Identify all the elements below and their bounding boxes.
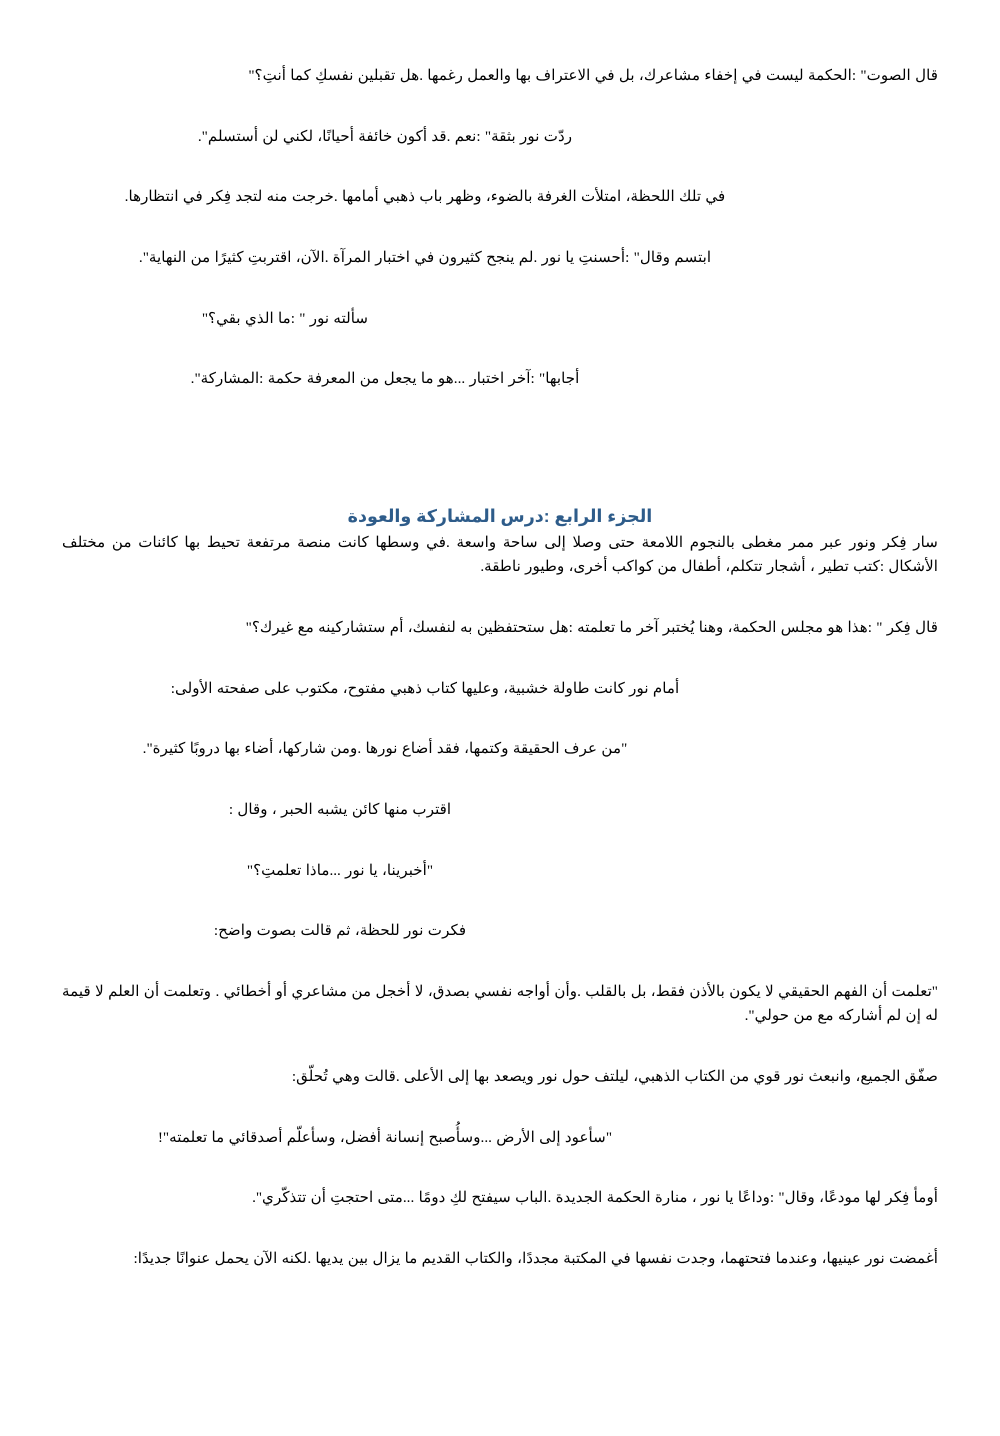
paragraph-noor-confident-reply: ردّت نور بثقة" :نعم .قد أكون خائفة أحيانًا، لكني لن أستسلم". (197, 127, 573, 145)
paragraph-smiled-and-said: ابتسم وقال" :أحسنتِ يا نور .لم ينجح كثيرون في اختبار المرآة .الآن، اقتربتِ كثيرًا من النهاية". (138, 248, 712, 266)
paragraph-noor-thought: فكرت نور للحظة، ثم قالت بصوت واضح: (213, 922, 467, 940)
paragraph-wooden-table: أمام نور كانت طاولة خشبية، وعليها كتاب ذهبي مفتوح، مكتوب على صفحته الأولى: (170, 679, 680, 697)
paragraph-noor-return-vow: "سأعود إلى الأرض ...وسأُصبح إنسانة أفضل، وسأعلّم أصدقائي ما تعلمته"! (157, 1128, 613, 1146)
paragraph-noor-asked: سألته نور " :ما الذي بقي؟" (201, 309, 369, 327)
paragraph-noor-speech: "تعلمت أن الفهم الحقيقي لا يكون بالأذن فقط، بل بالقلب .وأن أواجه نفسي بصدق، لا أخجل من مشاعري أو أخطائي . وتعلمت أن العلم لا قيمة له إن لم أشاركه مع من حولي". (62, 982, 938, 1025)
paragraph-ink-creature-question: "أخبرينا، يا نور ...ماذا تعلمتِ؟" (246, 861, 434, 879)
paragraph-noor-closed-eyes: أغمضت نور عينيها، وعندما فتحتهما، وجدت نفسها في المكتبة مجددًا، والكتاب القديم ما يزال بين يديها .لكنه الآن يحمل عنوانًا جديدًا: (133, 1249, 938, 1267)
section-gap (62, 428, 938, 506)
paragraph-fikr-farewell: أومأ فِكر لها مودعًا، وقال" :وداعًا يا نور ، منارة الحكمة الجديدة .الباب سيفتح لكِ دومًا ...متى احتجتِ أن تتذكّري". (252, 1189, 938, 1207)
section-heading-part-four: الجزء الرابع :درس المشاركة والعودة (347, 505, 653, 526)
paragraph-everyone-applauded: صفّق الجميع، وانبعث نور قوي من الكتاب الذهبي، ليلتف حول نور ويصعد بها إلى الأعلى .قالت وهي تُحلّق: (291, 1068, 938, 1085)
paragraph-answered-last-test: أجابها" :آخر اختبار ...هو ما يجعل من المعرفة حكمة :المشاركة". (190, 370, 580, 388)
paragraph-ink-creature-approached: اقترب منها كائن يشبه الحبر ، وقال : (228, 800, 452, 818)
paragraph-walked-corridor: سار فِكر ونور عبر ممر مغطى بالنجوم اللامعة حتى وصلا إلى ساحة واسعة .في وسطها كانت منصة مرتفعة تحيط بها كائنات من مختلف الأشكال :كتب تطير ، أشجار تتكلم، أطفال من كواكب أخرى، وطيور ناطقة. (62, 533, 938, 576)
paragraph-voice-wisdom: قال الصوت" :الحكمة ليست في إخفاء مشاعرك، بل في الاعتراف بها والعمل رغمها .هل تقبلين نفسكِ كما أنتِ؟" (248, 67, 938, 84)
document-body (62, 64, 938, 1272)
paragraph-fikr-council: قال فِكر " :هذا هو مجلس الحكمة، وهنا يُختبر آخر ما تعلمته :هل ستحتفظين به لنفسك، أم ستشاركينه مع غيرك؟" (245, 619, 938, 636)
paragraph-room-filled-light: في تلك اللحظة، امتلأت الغرفة بالضوء، وظهر باب ذهبي أمامها .خرجت منه لتجد فِكر في انتظارها. (124, 188, 726, 206)
paragraph-book-quote: "من عرف الحقيقة وكتمها، فقد أضاع نورها .ومن شاركها، أضاء بها دروبًا كثيرة". (142, 740, 628, 758)
